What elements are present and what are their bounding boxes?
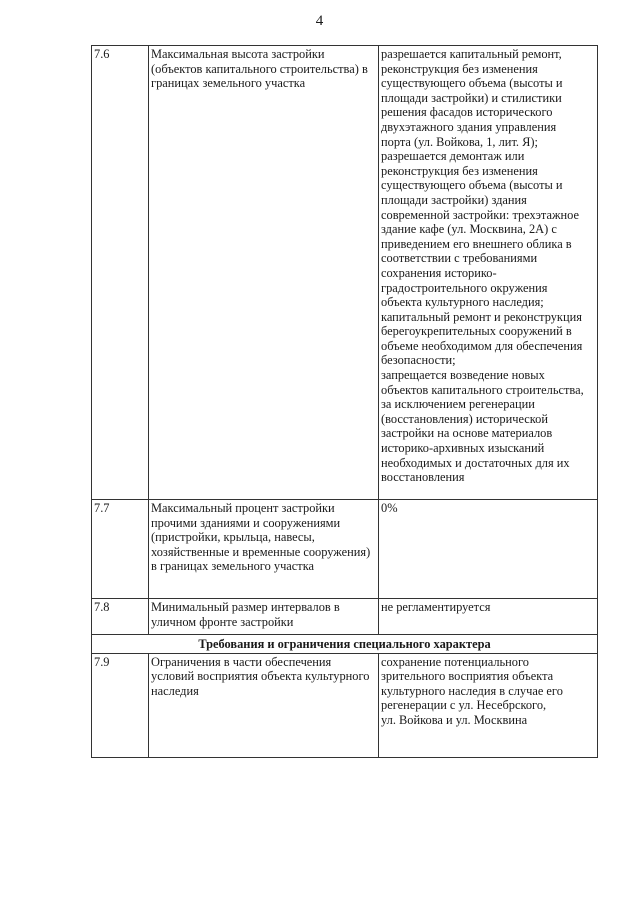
- parameter-cell: Минимальный размер интервалов в уличном фронте застройки: [149, 599, 379, 635]
- row-number: 7.6: [92, 46, 149, 500]
- value-cell: разрешается капитальный ремонт, реконструкция без изменения существующего объема (высоты и площади застройки) и стилистики решения фасадов исторического двухэтажного здания управления порта (ул. Войкова, 1, лит. Я); разрешается демонтаж или реконструкция без изменения существующего объема (высоты и площади застройки) здания современной застройки: трехэтажное здание кафе (ул. Москвина, 2А) с приведением его внешнего облика в соответствии с требованиями сохранения историко- градостроительного окружения объекта культурного наследия; капитальный ремонт и реконструкция берегоукрепительных сооружений в объеме необходимом для обеспечения безопасности; запрещается возведение новых объектов капитального строительства, за исключением регенерации (восстановления) исторической застройки на основе материалов историко-архивных изысканий необходимых и достаточных для их восстановления: [379, 46, 598, 500]
- parameter-cell: Ограничения в части обеспечения условий восприятия объекта культурного наследия: [149, 653, 379, 757]
- value-cell: сохранение потенциального зрительного восприятия объекта культурного наследия в случае его регенерации с ул. Несебрского, ул. Войкова и ул. Москвина: [379, 653, 598, 757]
- section-heading-row: [92, 635, 598, 654]
- row-number: 7.8: [92, 599, 149, 635]
- value-cell: 0%: [379, 500, 598, 599]
- table-row: [92, 46, 598, 500]
- regulations-table: [91, 45, 598, 758]
- table-row: [92, 500, 598, 599]
- page-number: 4: [315, 13, 324, 29]
- section-heading: Требования и ограничения специального характера: [92, 635, 598, 654]
- row-number: 7.9: [92, 653, 149, 757]
- table-row: [92, 599, 598, 635]
- parameter-cell: Максимальная высота застройки (объектов капитального строительства) в границах земельного участка: [149, 46, 379, 500]
- parameter-cell: Максимальный процент застройки прочими зданиями и сооружениями (пристройки, крыльца, навесы, хозяйственные и временные сооружения) в границах земельного участка: [149, 500, 379, 599]
- value-cell: не регламентируется: [379, 599, 598, 635]
- table-row: [92, 653, 598, 757]
- row-number: 7.7: [92, 500, 149, 599]
